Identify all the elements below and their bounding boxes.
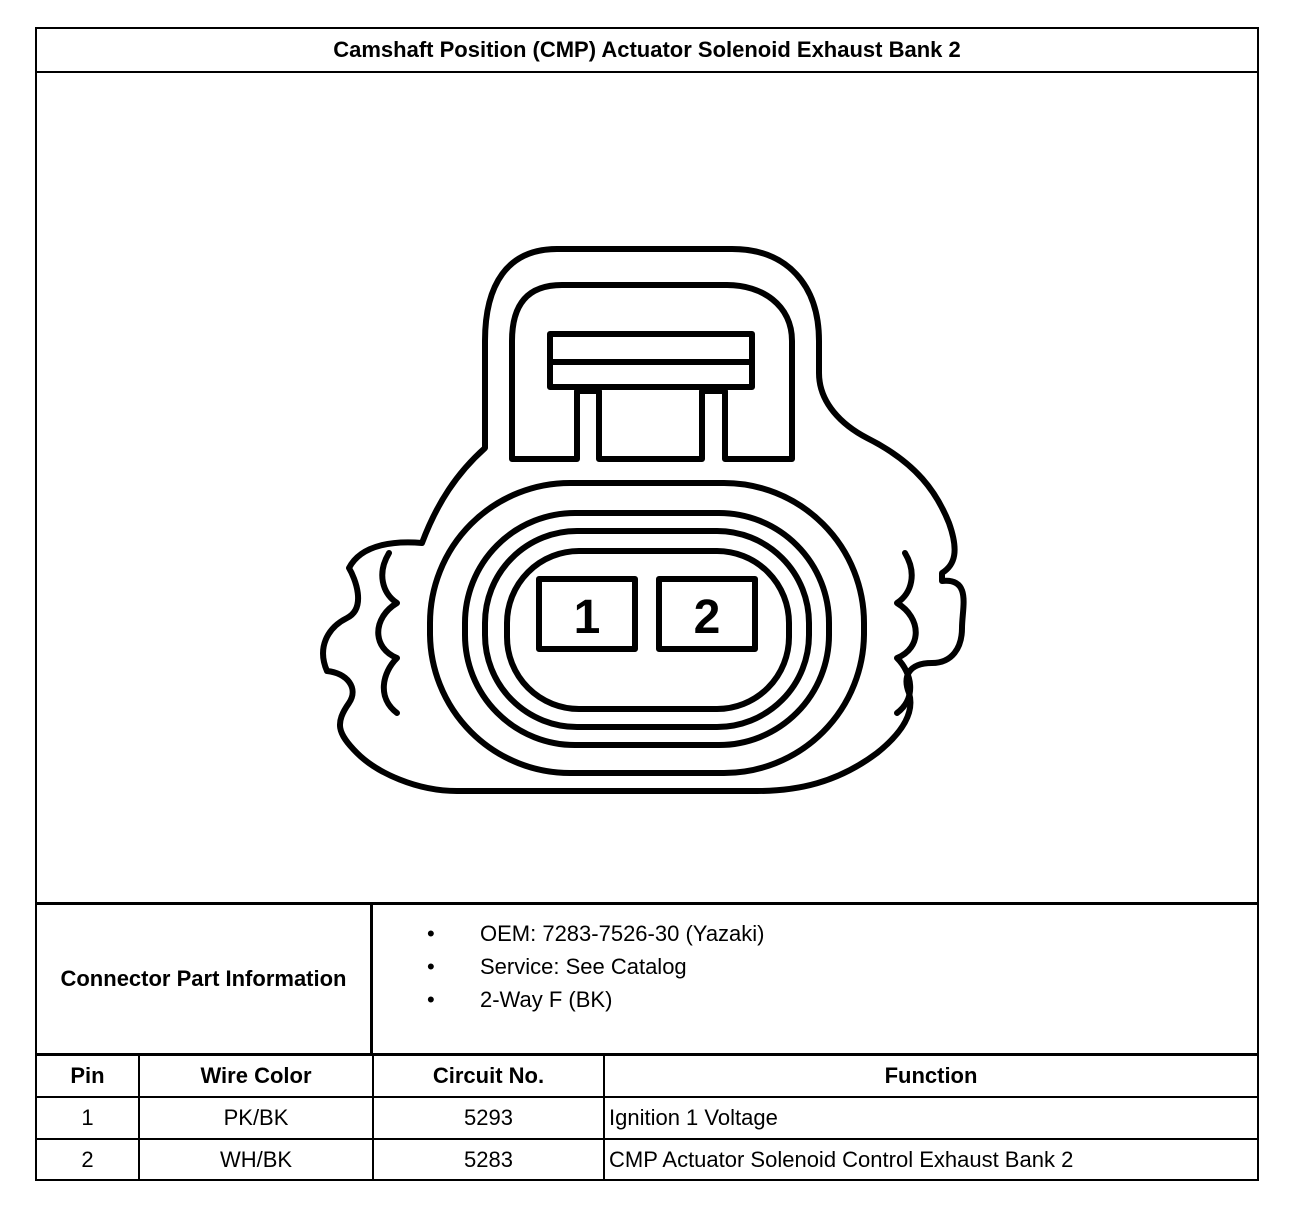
connector-face-drawing xyxy=(37,73,1257,902)
connector-diagram-area xyxy=(37,73,1257,905)
title-text: Camshaft Position (CMP) Actuator Solenoid Exhaust Bank 2 xyxy=(333,37,961,62)
page-title xyxy=(37,29,1257,73)
table-row xyxy=(37,1139,1257,1180)
part-info-oem: • OEM: 7283-7526-30 (Yazaki) xyxy=(427,917,765,950)
header-pin: Pin xyxy=(37,1056,139,1097)
header-circuit: Circuit No. xyxy=(373,1056,604,1097)
connector-chart xyxy=(35,27,1259,1181)
cell-function: Ignition 1 Voltage xyxy=(604,1097,1257,1139)
pin-2-label: 2 xyxy=(693,591,721,644)
part-info-label: Connector Part Information xyxy=(37,905,373,1053)
cell-wire-color: WH/BK xyxy=(139,1139,373,1180)
cell-wire-color: PK/BK xyxy=(139,1097,373,1139)
part-info-type: • 2-Way F (BK) xyxy=(427,983,765,1016)
cell-function: CMP Actuator Solenoid Control Exhaust Bank 2 xyxy=(604,1139,1257,1180)
cell-circuit: 5283 xyxy=(373,1139,604,1180)
header-function: Function xyxy=(604,1056,1257,1097)
left-ear-contour xyxy=(378,553,397,713)
cavity-ring-core xyxy=(507,551,789,709)
cell-pin: 2 xyxy=(37,1139,139,1180)
cell-circuit: 5293 xyxy=(373,1097,604,1139)
connector-part-info xyxy=(37,905,1257,1056)
pin-table-header xyxy=(37,1056,1257,1097)
cell-pin: 1 xyxy=(37,1097,139,1139)
header-wire-color: Wire Color xyxy=(139,1056,373,1097)
part-info-list xyxy=(427,917,765,1016)
table-row xyxy=(37,1097,1257,1139)
pin-1-label: 1 xyxy=(573,591,601,644)
pin-table xyxy=(37,1056,1257,1180)
part-info-service: • Service: See Catalog xyxy=(427,950,765,983)
